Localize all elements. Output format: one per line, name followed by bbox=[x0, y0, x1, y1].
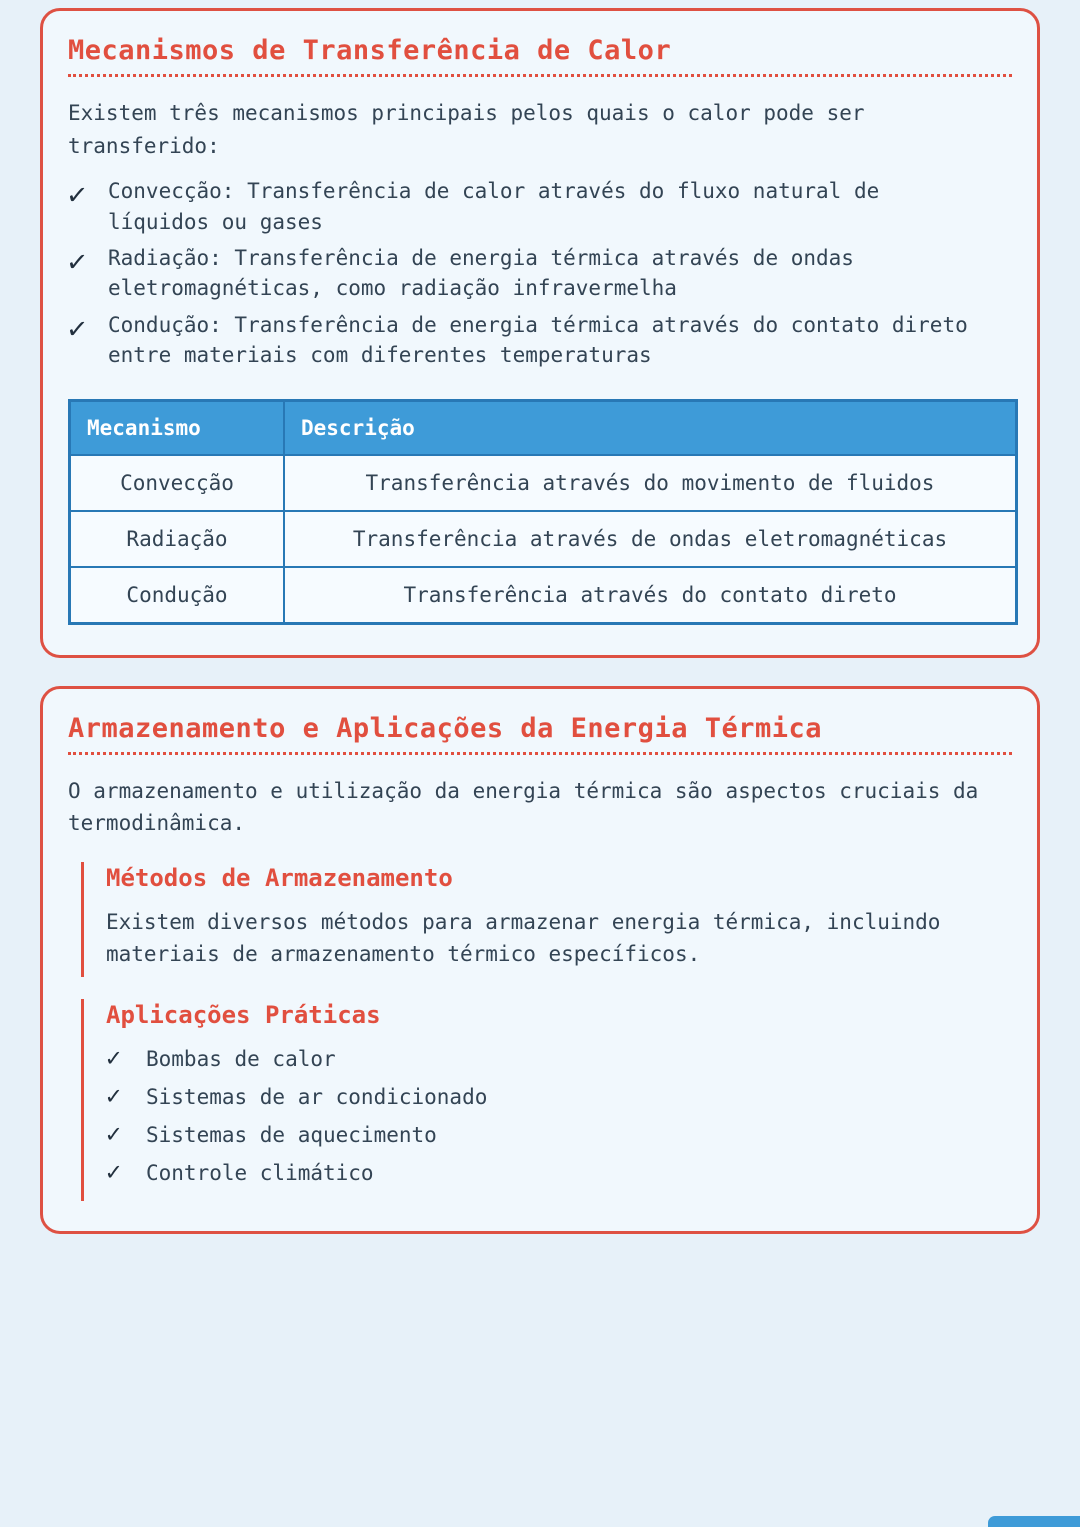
subsection-text: Existem diversos métodos para armazenar energia térmica, incluindo materiais de armazenamento térmico específicos. bbox=[106, 909, 941, 967]
table-cell-description: Transferência através do contato direto bbox=[284, 567, 1017, 624]
section-title: Armazenamento e Aplicações da Energia Térmica bbox=[68, 712, 822, 744]
checklist-item bbox=[68, 310, 1012, 371]
subsection-practical-applications bbox=[81, 999, 1012, 1201]
checklist-item-text: Convecção: Transferência de calor através do fluxo natural de líquidos ou gases bbox=[108, 179, 880, 234]
check-icon: ✓ bbox=[66, 243, 88, 280]
table-cell-mechanism: Convecção bbox=[70, 455, 285, 511]
mechanisms-checklist bbox=[68, 176, 1012, 371]
table-cell-mechanism: Condução bbox=[70, 567, 285, 624]
check-icon: ✓ bbox=[66, 176, 88, 213]
table-row bbox=[70, 511, 1017, 567]
section-storage-card bbox=[40, 686, 1040, 1234]
checklist-item-text: Sistemas de ar condicionado bbox=[146, 1084, 488, 1109]
table-cell-description: Transferência através de ondas eletromagnéticas bbox=[284, 511, 1017, 567]
checklist-item-text: Sistemas de aquecimento bbox=[146, 1122, 437, 1147]
section-heat-transfer-card bbox=[40, 8, 1040, 658]
table-header-row bbox=[70, 400, 1017, 455]
table-header-descricao: Descrição bbox=[284, 400, 1017, 455]
table-row bbox=[70, 567, 1017, 624]
check-icon: ✓ bbox=[106, 1156, 122, 1186]
checklist-item-text: Controle climático bbox=[146, 1160, 374, 1185]
table-cell-mechanism: Radiação bbox=[70, 511, 285, 567]
subsection-storage-methods bbox=[81, 862, 1012, 977]
mechanisms-table bbox=[68, 399, 1018, 625]
subsection-heading: Métodos de Armazenamento bbox=[106, 863, 453, 892]
checklist-item bbox=[106, 1157, 1012, 1189]
checklist-item-text: Bombas de calor bbox=[146, 1046, 336, 1071]
dotted-divider bbox=[68, 748, 1012, 755]
check-icon: ✓ bbox=[66, 310, 88, 347]
dotted-divider bbox=[68, 70, 1012, 77]
checklist-item-text: Radiação: Transferência de energia térmica através de ondas eletromagnéticas, como radiação infravermelha bbox=[108, 245, 854, 301]
next-table-header-peek bbox=[988, 1516, 1080, 1527]
table-cell-description: Transferência através do movimento de fluidos bbox=[284, 455, 1017, 511]
checklist-item bbox=[106, 1081, 1012, 1113]
applications-checklist bbox=[106, 1043, 1012, 1189]
section-title: Mecanismos de Transferência de Calor bbox=[68, 35, 672, 66]
checklist-item bbox=[68, 176, 1012, 237]
subsection-heading: Aplicações Práticas bbox=[106, 1000, 381, 1029]
check-icon: ✓ bbox=[106, 1042, 122, 1072]
checklist-item bbox=[68, 243, 1012, 304]
section-intro: O armazenamento e utilização da energia térmica são aspectos cruciais da termodinâmica. bbox=[68, 778, 979, 836]
checklist-item bbox=[106, 1043, 1012, 1075]
check-icon: ✓ bbox=[106, 1118, 122, 1148]
section-intro: Existem três mecanismos principais pelos quais o calor pode ser transferido: bbox=[68, 101, 865, 158]
table-header-mecanismo: Mecanismo bbox=[70, 400, 285, 455]
table-row bbox=[70, 455, 1017, 511]
check-icon: ✓ bbox=[106, 1080, 122, 1110]
checklist-item-text: Condução: Transferência de energia térmica através do contato direto entre materiais com diferentes temperaturas bbox=[108, 312, 968, 368]
checklist-item bbox=[106, 1119, 1012, 1151]
